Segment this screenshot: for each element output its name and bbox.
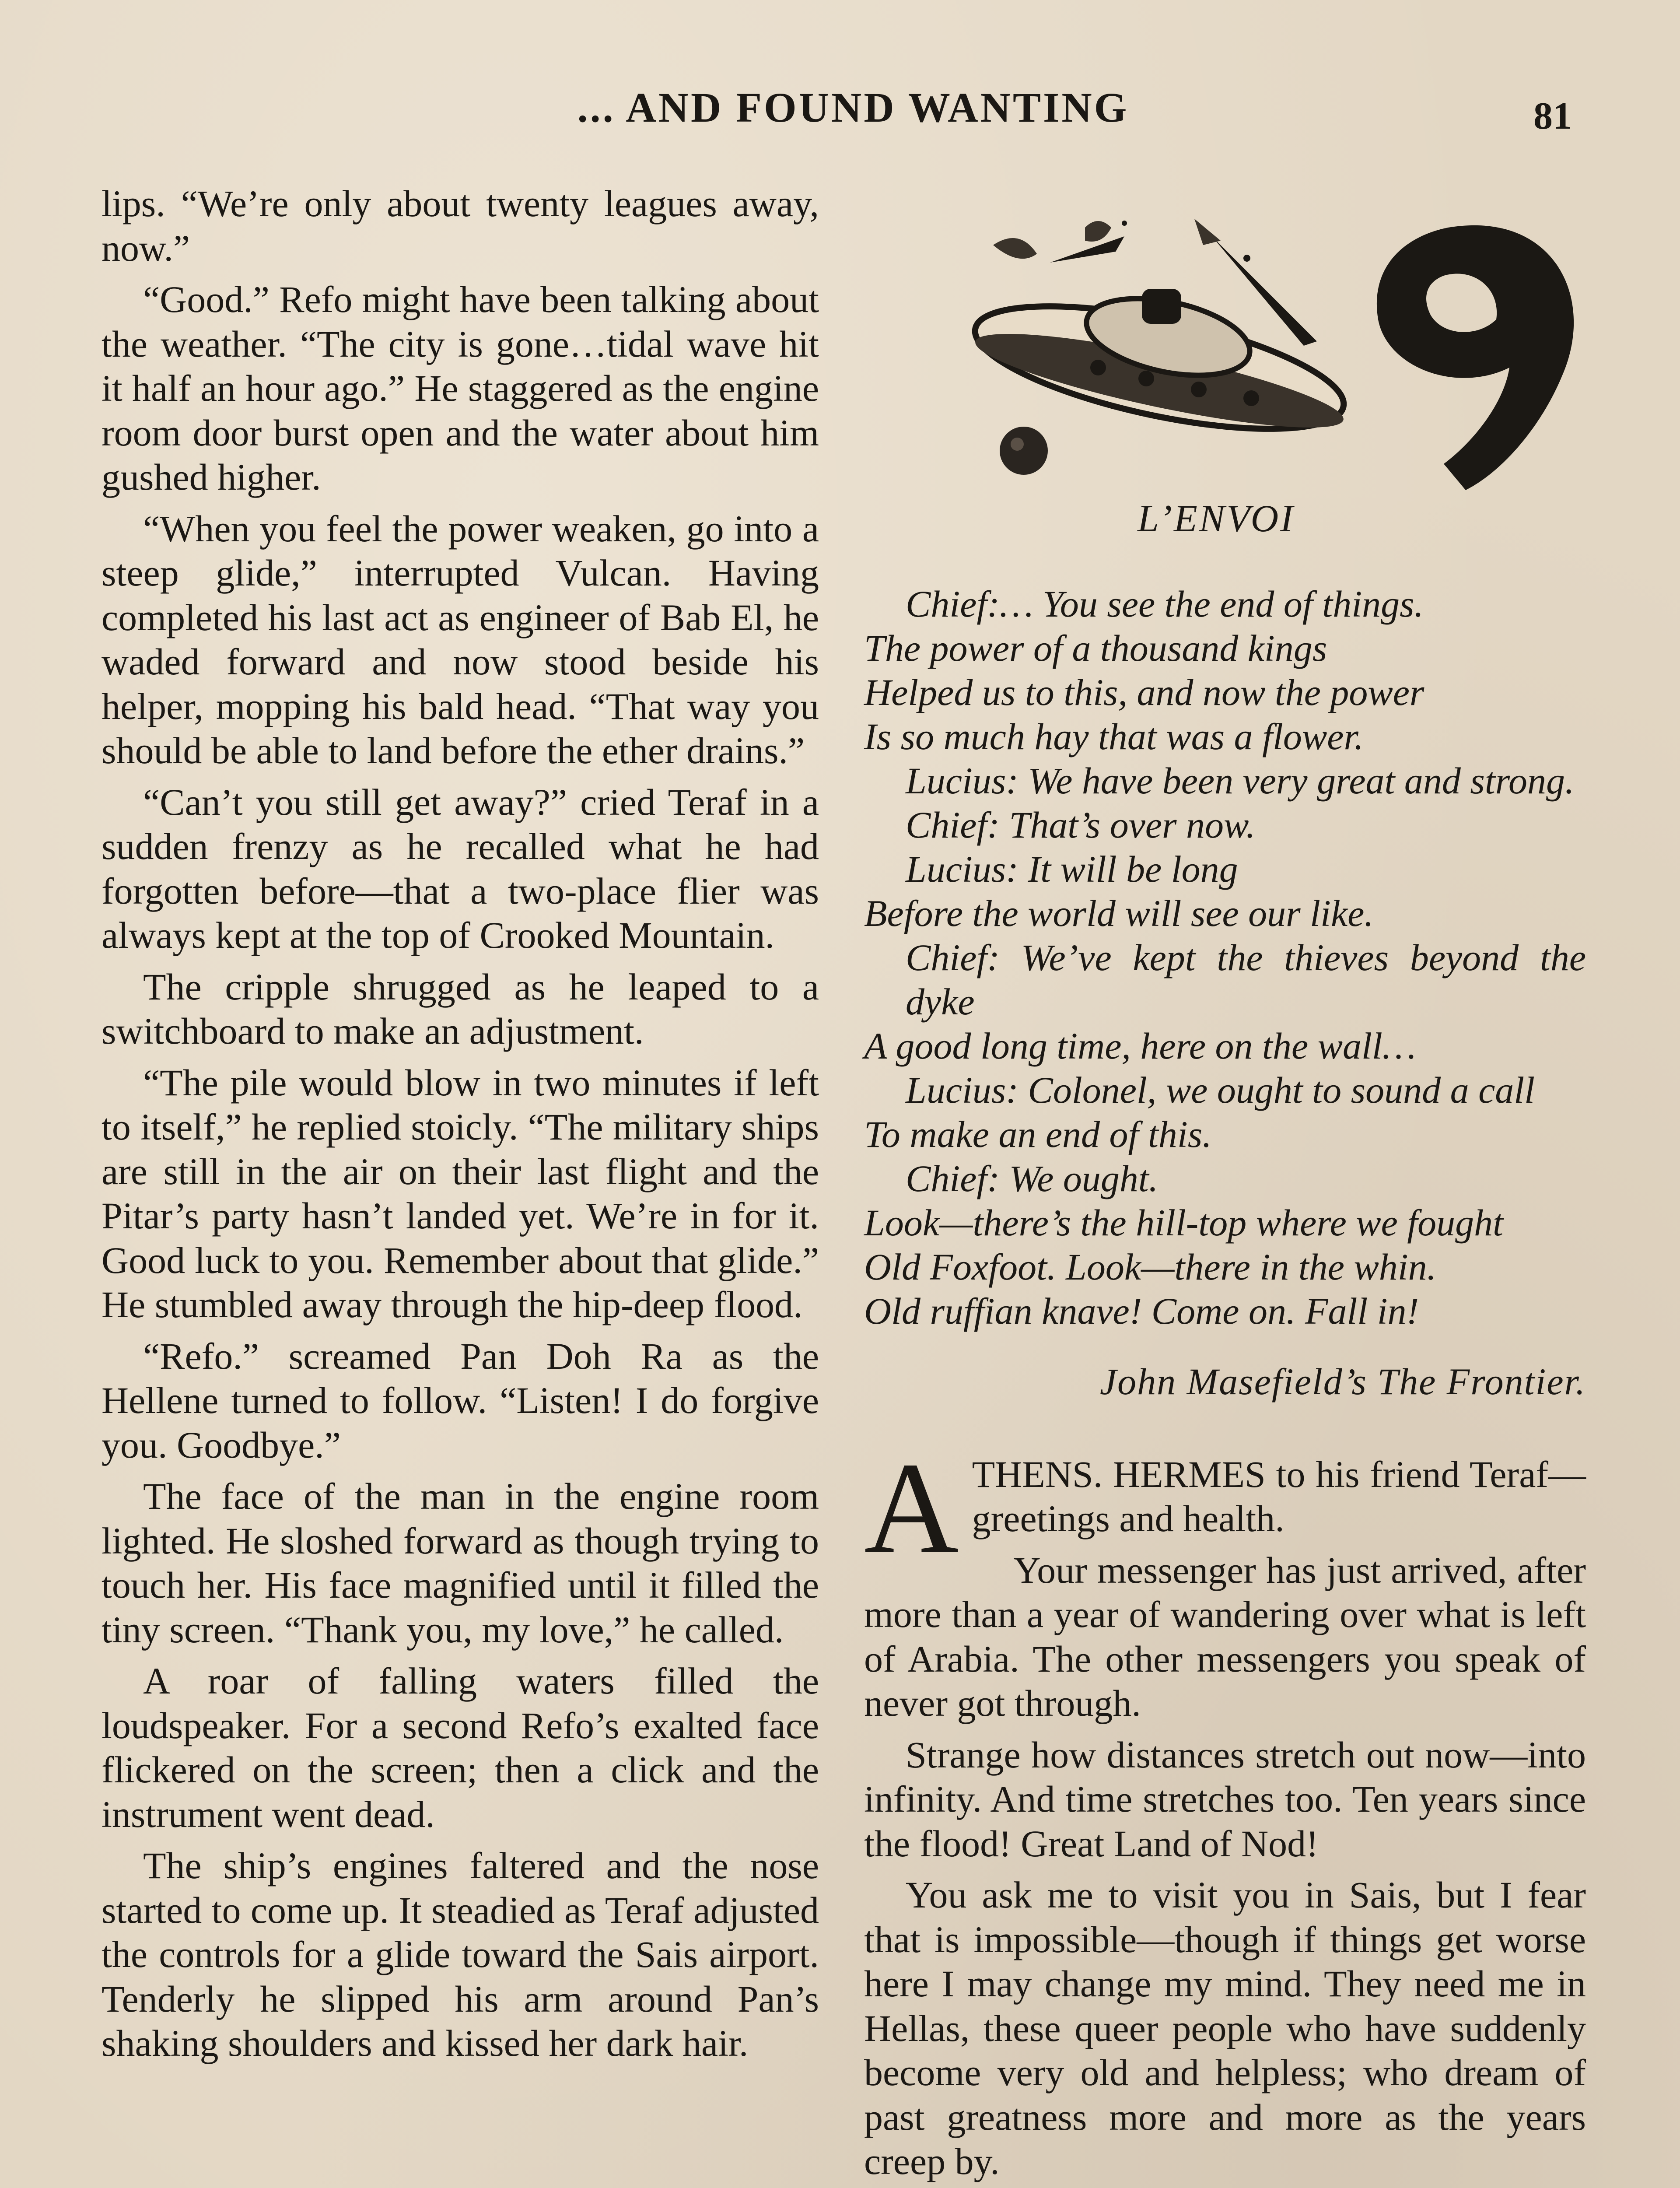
paragraph: “The pile would blow in two minutes if left to itself,” he replied stoicly. “The military ships are still in the air on their last flight and the Pitar’s party hasn’t landed yet. We’re in for it. Good luck to you. Remember about that glide.” He stumbled away through the hip-deep flood. xyxy=(102,1061,819,1325)
right-column xyxy=(864,582,1586,2188)
poem-line: Old ruffian knave! Come on. Fall in! xyxy=(864,1290,1419,1332)
poem-line: Look—there’s the hill-top where we fought xyxy=(864,1202,1504,1244)
paragraph: A roar of falling waters filled the loudspeaker. For a second Refo’s exalted face flickered on the screen; then a click and the instrument went dead. xyxy=(102,1660,819,1835)
paragraph: Strange how distances stretch out now—into infinity. And time stretches too. Ten years since the flood! Great Land of Nod! xyxy=(864,1733,1586,1865)
running-header: ... AND FOUND WANTING xyxy=(577,84,1129,131)
poem-line: Before the world will see our like. xyxy=(864,892,1374,934)
envoi-title: L’ENVOI xyxy=(1138,498,1295,540)
poem xyxy=(864,582,1586,1333)
saucer-illustration-icon xyxy=(941,210,1597,494)
paragraph: “Can’t you still get away?” cried Teraf in a sudden frenzy as he recalled what he had forgotten before—that a two-place flier was always kept at the top of Crooked Mountain. xyxy=(102,781,819,956)
poem-line: Helped us to this, and now the power xyxy=(864,671,1424,713)
poem-line: Lucius: We have been very great and strong. xyxy=(906,760,1575,802)
paragraph: The cripple shrugged as he leaped to a switchboard to make an adjustment. xyxy=(102,965,819,1052)
poem-line: Chief: We’ve kept the thieves beyond the dyke xyxy=(906,936,1586,1023)
paragraph: Your messenger has just arrived, after more than a year of wandering over what is left of Arabia. The other messengers you speak of never got through. xyxy=(864,1549,1586,1724)
poem-line: Lucius: It will be long xyxy=(906,848,1238,890)
poem-line: To make an end of this. xyxy=(864,1113,1212,1155)
poem-line: Lucius: Colonel, we ought to sound a call xyxy=(906,1069,1535,1111)
paragraph: lips. “We’re only about twenty leagues away, now.” xyxy=(102,182,819,269)
paragraph: “When you feel the power weaken, go into a steep glide,” interrupted Vulcan. Having completed his last act as engineer of Bab El, he waded forward and now stood beside his helper, mopping his bald head. “That way you should be able to land before the ether drains.” xyxy=(102,507,819,771)
poem-line: Chief:… You see the end of things. xyxy=(906,583,1424,625)
page-number: 81 xyxy=(1533,95,1572,137)
paragraph: The face of the man in the engine room lighted. He sloshed forward as though trying to touch her. His face magnified until it filled the tiny screen. “Thank you, my love,” he called. xyxy=(102,1475,819,1651)
left-column xyxy=(102,182,819,2066)
paragraph: You ask me to visit you in Sais, but I fear that is impossible—though if things get worse here I may change my mind. They need me in Hellas, these queer people who have suddenly become very old and helpless; who dream of past greatness more and more as the years creep by. xyxy=(864,1874,1586,2182)
poem-line: Chief: We ought. xyxy=(906,1157,1158,1199)
paragraph: “Refo.” screamed Pan Doh Ra as the Hellene turned to follow. “Listen! I do forgive you. Goodbye.” xyxy=(102,1335,819,1466)
poem-line: The power of a thousand kings xyxy=(864,627,1327,669)
poem-line: A good long time, here on the wall… xyxy=(864,1025,1416,1067)
poem-attribution: John Masefield’s The Frontier. xyxy=(1099,1360,1586,1403)
poem-line: Is so much hay that was a flower. xyxy=(864,715,1364,757)
letter xyxy=(864,1435,1586,2188)
paragraph: The ship’s engines faltered and the nose started to come up. It steadied as Teraf adjusted the controls for a glide toward the Sais airport. Tenderly he slipped his arm around Pan’s shaking shoulders and kissed her dark hair. xyxy=(102,1844,819,2064)
poem-line: Chief: That’s over now. xyxy=(906,804,1256,846)
letter-opening: THENS. HERMES to his friend Teraf—greetings and health. xyxy=(972,1453,1586,1539)
drop-cap: A xyxy=(864,1435,959,1581)
paragraph: “Good.” Refo might have been talking about the weather. “The city is gone…tidal wave hit it half an hour ago.” He staggered as the engine room door burst open and the water about him gushed higher. xyxy=(102,278,819,498)
poem-line: Old Foxfoot. Look—there in the whin. xyxy=(864,1246,1437,1288)
